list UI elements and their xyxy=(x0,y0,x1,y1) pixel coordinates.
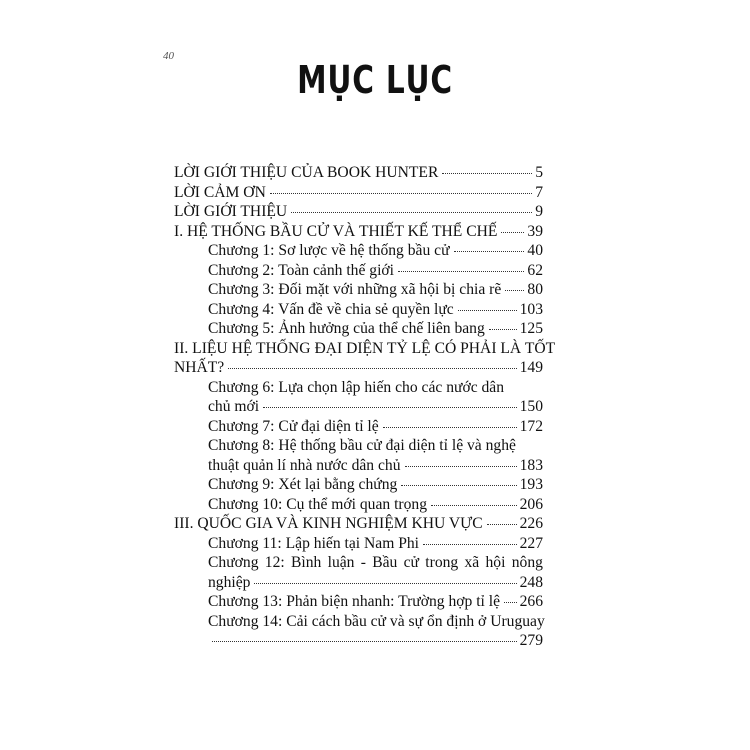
toc-page-number: 183 xyxy=(519,456,543,474)
toc-entry-chapter-1 xyxy=(174,241,543,261)
dot-leader xyxy=(487,523,517,525)
toc-entry-chapter-4 xyxy=(174,300,543,320)
toc-label: Chương 1: Sơ lược về hệ thống bầu cử xyxy=(208,242,450,259)
toc-label: I. HỆ THỐNG BẦU CỬ VÀ THIẾT KẾ THỂ CHẾ xyxy=(174,222,498,240)
toc-entry-acknowledgements xyxy=(174,183,543,203)
dot-leader xyxy=(401,484,516,486)
toc-label: nghiệp xyxy=(208,573,251,591)
toc-word: xã xyxy=(464,554,480,571)
toc-label: Chương 4: Vấn đề về chia sẻ quyền lực xyxy=(208,300,454,318)
dot-leader xyxy=(291,211,532,213)
toc-page-number: 5 xyxy=(535,164,543,181)
toc-word: Chương xyxy=(208,554,259,571)
toc-word: trong xyxy=(425,554,459,571)
toc-entry-chapter-3 xyxy=(174,280,543,300)
toc-label: Chương 10: Cụ thể mới quan trọng xyxy=(208,495,427,513)
dot-leader xyxy=(398,270,524,272)
toc-label: III. QUỐC GIA VÀ KINH NGHIỆM KHU VỰC xyxy=(174,515,483,532)
toc-entry-chapter-10 xyxy=(174,495,543,515)
dot-leader xyxy=(458,309,517,311)
toc-word: nông xyxy=(511,554,543,571)
toc-entry-chapter-14 xyxy=(174,631,543,651)
toc-label: Chương 7: Cử đại diện tỉ lệ xyxy=(208,417,379,435)
toc-label: Chương 5: Ảnh hưởng của thể chế liên bang xyxy=(208,320,485,337)
dot-leader xyxy=(423,543,517,545)
toc-label: thuật quản lí nhà nước dân chủ xyxy=(208,456,401,474)
toc-entry-chapter-12-line1 xyxy=(174,553,543,573)
toc-entry-chapter-14-line1: Chương 14: Cải cách bầu cử và sự ổn định ở Uruguay xyxy=(208,612,545,630)
dot-leader xyxy=(405,465,517,467)
toc-page-number: 125 xyxy=(519,320,543,337)
toc-word: 12: xyxy=(264,554,285,571)
toc-page-number: 193 xyxy=(519,476,543,493)
dot-leader xyxy=(263,406,516,408)
dot-leader xyxy=(505,289,524,291)
toc-entry-chapter-6-line1: Chương 6: Lựa chọn lập hiến cho các nước dân xyxy=(208,378,505,396)
toc-page-number: 248 xyxy=(519,573,543,591)
toc-entry-part-1 xyxy=(174,222,543,242)
toc-label: NHẤT? xyxy=(174,359,225,376)
toc-entry-chapter-13 xyxy=(174,592,543,612)
toc-entry-chapter-8-line1: Chương 8: Hệ thống bầu cử đại diện tỉ lệ và nghệ xyxy=(208,437,516,454)
toc-word: - xyxy=(360,554,366,571)
toc-page-number: 7 xyxy=(535,183,543,201)
toc-entry-chapter-11 xyxy=(174,534,543,554)
toc-page-number: 279 xyxy=(519,632,543,649)
toc-page-number: 103 xyxy=(519,300,543,318)
toc-entry-chapter-9 xyxy=(174,475,543,495)
dot-leader xyxy=(501,231,524,233)
toc-entry-book-hunter-intro xyxy=(174,163,543,183)
toc-entry-part-2-line1: II. LIỆU HỆ THỐNG ĐẠI DIỆN TỶ LỆ CÓ PHẢI LÀ TỐT xyxy=(174,339,556,357)
toc-entry-chapter-8 xyxy=(174,456,543,476)
dot-leader xyxy=(504,601,517,603)
toc-label: chủ mới xyxy=(208,398,260,415)
toc-entry-introduction xyxy=(174,202,543,222)
toc-label: LỜI CẢM ƠN xyxy=(174,183,266,201)
table-of-contents xyxy=(174,163,556,651)
toc-page-number: 80 xyxy=(527,281,543,298)
toc-word: Bình xyxy=(291,554,322,571)
toc-page-number: 149 xyxy=(519,359,543,376)
toc-entry-chapter-12 xyxy=(174,573,543,593)
toc-word: hội xyxy=(485,554,506,571)
toc-label: LỜI GIỚI THIỆU xyxy=(174,203,288,220)
toc-label: Chương 2: Toàn cảnh thế giới xyxy=(208,261,394,279)
dot-leader xyxy=(489,328,517,330)
toc-label: Chương 9: Xét lại bằng chứng xyxy=(208,476,398,493)
toc-page-number: 172 xyxy=(519,417,543,435)
toc-entry-chapter-2 xyxy=(174,261,543,281)
page-title: MỤC LỤC xyxy=(297,58,453,102)
toc-page-number: 266 xyxy=(519,593,543,610)
toc-page-number: 40 xyxy=(527,242,543,259)
toc-entry-part-3 xyxy=(174,514,543,534)
page-corner-mark: 40 xyxy=(163,50,174,62)
dot-leader xyxy=(270,192,532,194)
toc-page-number: 39 xyxy=(527,222,543,240)
toc-page-number: 206 xyxy=(519,495,543,513)
dot-leader xyxy=(431,504,517,506)
toc-label: Chương 13: Phản biện nhanh: Trường hợp tỉ lệ xyxy=(208,593,501,610)
toc-word: luận xyxy=(327,554,355,571)
dot-leader xyxy=(228,367,516,369)
dot-leader xyxy=(442,172,532,174)
dot-leader xyxy=(454,250,525,252)
toc-page-number: 150 xyxy=(519,398,543,415)
toc-label: LỜI GIỚI THIỆU CỦA BOOK HUNTER xyxy=(174,164,439,181)
dot-leader xyxy=(254,582,516,584)
dot-leader xyxy=(383,426,517,428)
toc-page-number: 9 xyxy=(535,203,543,220)
toc-word: Bầu xyxy=(372,554,398,571)
toc-label: Chương 11: Lập hiến tại Nam Phi xyxy=(208,534,420,552)
dot-leader xyxy=(212,640,517,642)
toc-page-number: 226 xyxy=(519,515,543,532)
toc-page-number: 227 xyxy=(519,534,543,552)
toc-label: Chương 3: Đối mặt với những xã hội bị chia rẽ xyxy=(208,281,502,298)
toc-entry-part-2 xyxy=(174,358,543,378)
toc-entry-chapter-5 xyxy=(174,319,543,339)
toc-entry-chapter-7 xyxy=(174,417,543,437)
toc-word: cử xyxy=(403,554,420,571)
toc-page-number: 62 xyxy=(527,261,543,279)
toc-entry-chapter-6 xyxy=(174,397,543,417)
